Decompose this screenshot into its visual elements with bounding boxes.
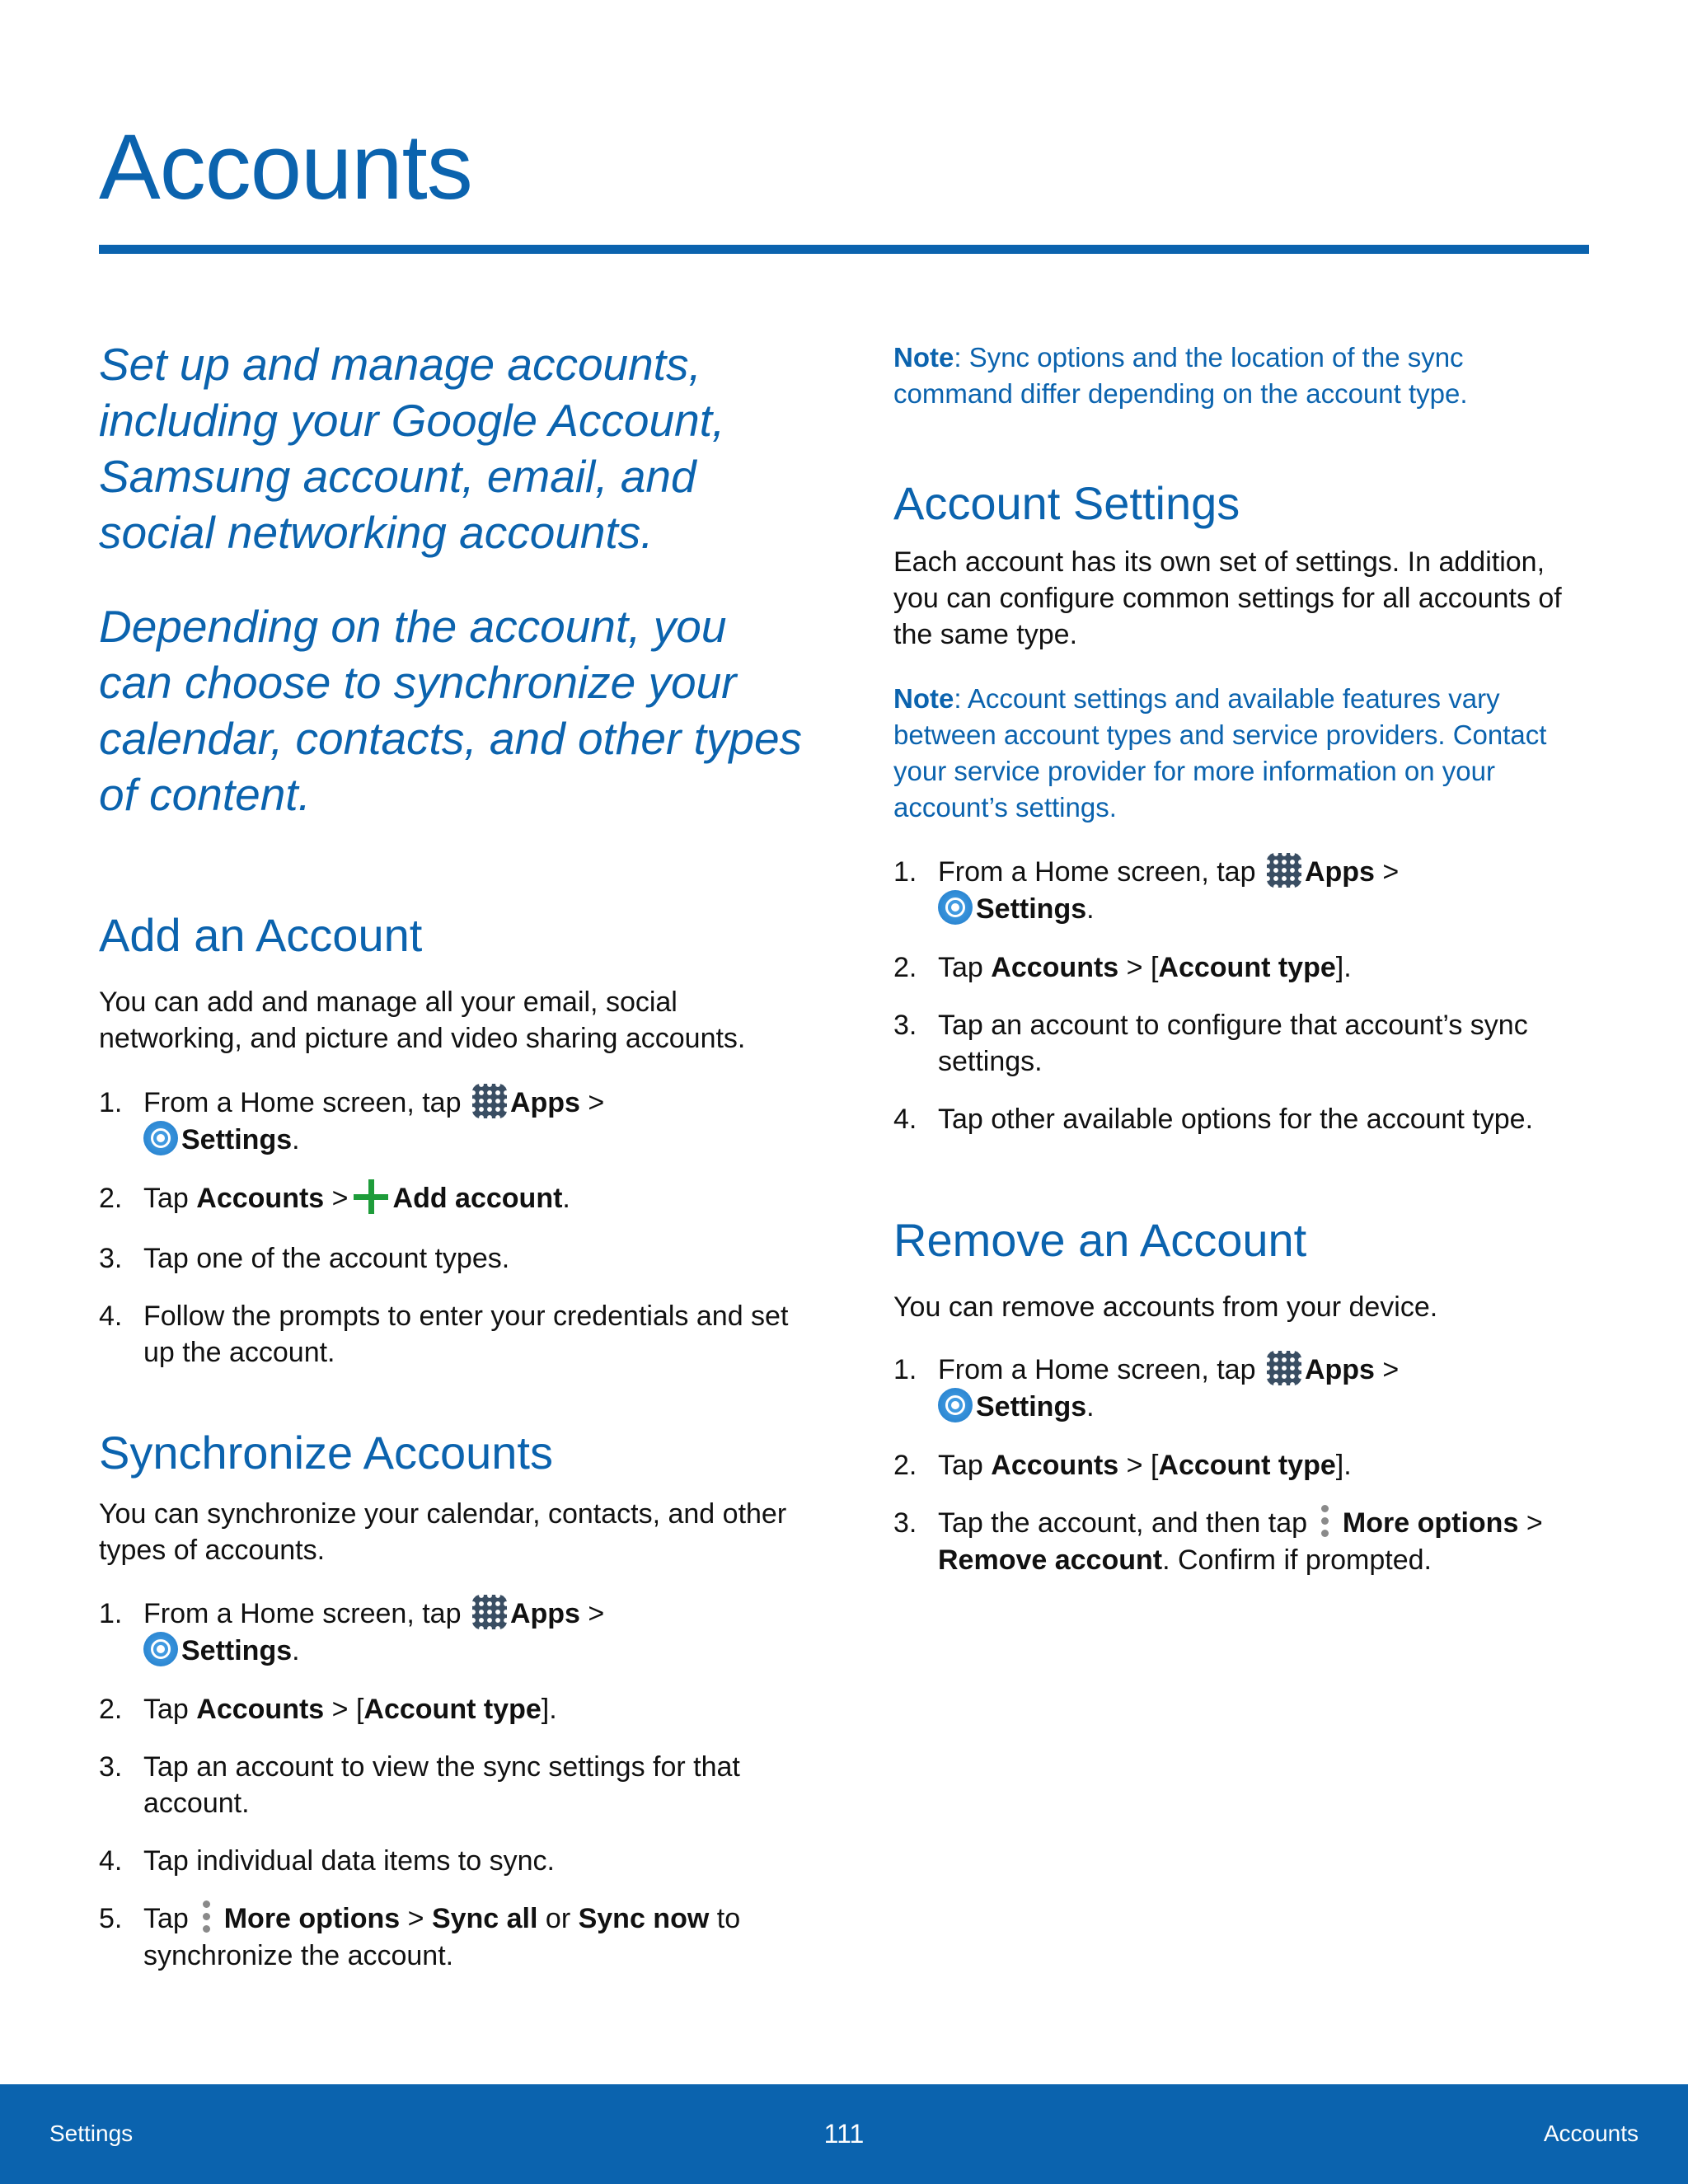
apps-icon [1267,853,1301,888]
punctuation: . [1086,1391,1095,1423]
add-account-label: Add account [392,1183,563,1215]
title-divider [99,245,1589,254]
step-number: 3. [99,1751,123,1783]
remove-account-label: Remove account [938,1544,1163,1577]
list-item [99,1843,808,1879]
step-number: 5. [99,1903,123,1935]
page-number: 111 [823,2119,865,2149]
step-number: 4. [99,1301,123,1333]
list-item [99,1749,808,1821]
settings-gear-icon [143,1632,178,1666]
list-item [893,1447,1594,1483]
step-text-end: . Confirm if prompted. [1162,1544,1432,1577]
step-number: 1. [893,1354,917,1385]
more-options-icon [1318,1504,1331,1539]
page-footer [0,2084,1688,2184]
step-text: Tap an account to configure that account’s sync settings. [938,1010,1528,1078]
step-number: 1. [99,1087,123,1118]
step-number: 2. [99,1183,123,1215]
punctuation: ]. [1335,1450,1352,1482]
separator: > [ [1126,952,1159,984]
step-number: 3. [99,1243,123,1275]
apps-icon [472,1595,507,1629]
punctuation: ]. [541,1694,557,1726]
more-options-label: More options [1342,1507,1519,1540]
note-label: Note [893,342,954,373]
intro-paragraph-2: Depending on the account, you can choose to synchronize your calendar, contacts, and other types of content. [99,601,803,820]
note-text: : Sync options and the location of the sync command differ depending on the account type. [893,342,1468,409]
add-account-steps [99,1085,808,1371]
account-type-label: Account type [1158,1450,1336,1482]
step-text: Tap the account, and then tap [938,1507,1308,1540]
separator: > [1382,1354,1400,1385]
step-text: Tap other available options for the account type. [938,1104,1534,1136]
punctuation: . [292,1124,300,1156]
separator: > [331,1183,349,1215]
step-text-end: to synchronize the account. [143,1903,741,1972]
settings-label: Settings [976,893,1087,926]
separator: > [ [331,1694,364,1726]
account-settings-steps [893,854,1594,1137]
account-settings-heading: Account Settings [893,477,1240,529]
separator: > [ [1126,1450,1159,1482]
synchronize-accounts-description: You can synchronize your calendar, contacts, and other types of accounts. [99,1498,787,1566]
list-item [99,1298,808,1371]
account-settings-note [893,681,1594,826]
apps-label: Apps [1304,1354,1375,1385]
step-number: 1. [893,856,917,888]
list-item [893,1101,1594,1137]
separator: > [588,1087,605,1118]
list-item [99,1596,808,1670]
step-number: 2. [893,1450,917,1482]
separator: > [1382,856,1400,888]
step-text: From a Home screen, tap [938,856,1256,888]
step-number: 4. [99,1845,123,1877]
settings-label: Settings [181,1635,293,1667]
list-item [893,1505,1594,1578]
account-settings-description: Each account has its own set of settings. In addition, you can configure common settings for all accounts of the same type. [893,546,1562,650]
apps-icon [1267,1351,1301,1385]
punctuation: . [562,1183,570,1215]
intro-paragraph-1: Set up and manage accounts, including your Google Account, Samsung account, email, and social networking accounts. [99,339,725,558]
separator: > [407,1903,424,1935]
list-item [99,1691,808,1727]
step-number: 3. [893,1010,917,1042]
remove-account-heading: Remove an Account [893,1214,1307,1266]
footer-section-label: Settings [49,2121,134,2146]
separator: > [588,1598,605,1629]
list-item [99,1900,808,1974]
sync-all-label: Sync all [431,1903,538,1935]
account-type-label: Account type [363,1694,542,1726]
remove-account-description: You can remove accounts from your device. [893,1291,1438,1323]
step-text: Tap an account to view the sync settings for that account. [143,1751,740,1820]
apps-icon [472,1084,507,1118]
sync-now-label: Sync now [578,1903,710,1935]
step-number: 1. [99,1598,123,1629]
list-item [893,854,1594,928]
step-text: Tap individual data items to sync. [143,1845,555,1877]
settings-label: Settings [976,1391,1087,1423]
plus-icon [352,1178,390,1216]
step-text: From a Home screen, tap [143,1087,462,1118]
synchronize-accounts-steps [99,1596,808,1974]
step-number: 4. [893,1104,917,1136]
remove-account-steps [893,1352,1594,1578]
note-text: : Account settings and available features vary between account types and service providers. Contact your service provider for more information on your account’s settings. [893,683,1547,823]
punctuation: ]. [1335,952,1352,984]
step-text: From a Home screen, tap [938,1354,1256,1385]
step-number: 2. [99,1694,123,1726]
accounts-label: Accounts [196,1183,325,1215]
settings-label: Settings [181,1124,293,1156]
note-label: Note [893,683,954,714]
list-item [893,949,1594,986]
step-text: From a Home screen, tap [143,1598,462,1629]
list-item [99,1085,808,1159]
step-number: 2. [893,952,917,984]
settings-gear-icon [938,1388,973,1422]
step-text: Tap [938,1450,983,1482]
settings-gear-icon [143,1121,178,1155]
list-item [99,1240,808,1277]
add-account-description: You can add and manage all your email, social networking, and picture and video sharing accounts. [99,987,746,1054]
apps-label: Apps [509,1087,580,1118]
punctuation: . [292,1635,300,1667]
step-text: Tap [143,1183,189,1215]
accounts-label: Accounts [991,952,1119,984]
synchronize-accounts-heading: Synchronize Accounts [99,1427,553,1479]
punctuation: . [1086,893,1095,926]
step-text: Tap [143,1694,189,1726]
step-text: Tap [143,1903,189,1935]
account-type-label: Account type [1158,952,1336,984]
list-item [893,1352,1594,1426]
or-text: or [545,1903,571,1935]
apps-label: Apps [509,1598,580,1629]
step-number: 3. [893,1507,917,1540]
list-item [893,1007,1594,1080]
more-options-icon [199,1900,213,1934]
add-account-heading: Add an Account [99,909,423,961]
more-options-label: More options [223,1903,401,1935]
step-text: Tap one of the account types. [143,1243,510,1275]
list-item [99,1180,808,1219]
apps-label: Apps [1304,856,1375,888]
step-text: Tap [938,952,983,984]
footer-chapter-label: Accounts [1543,2121,1639,2146]
accounts-label: Accounts [991,1450,1119,1482]
step-text: Follow the prompts to enter your credentials and set up the account. [143,1301,789,1369]
sync-note [893,340,1569,412]
page-title: Accounts [99,115,472,218]
accounts-label: Accounts [196,1694,325,1726]
separator: > [1526,1507,1543,1540]
settings-gear-icon [938,890,973,925]
